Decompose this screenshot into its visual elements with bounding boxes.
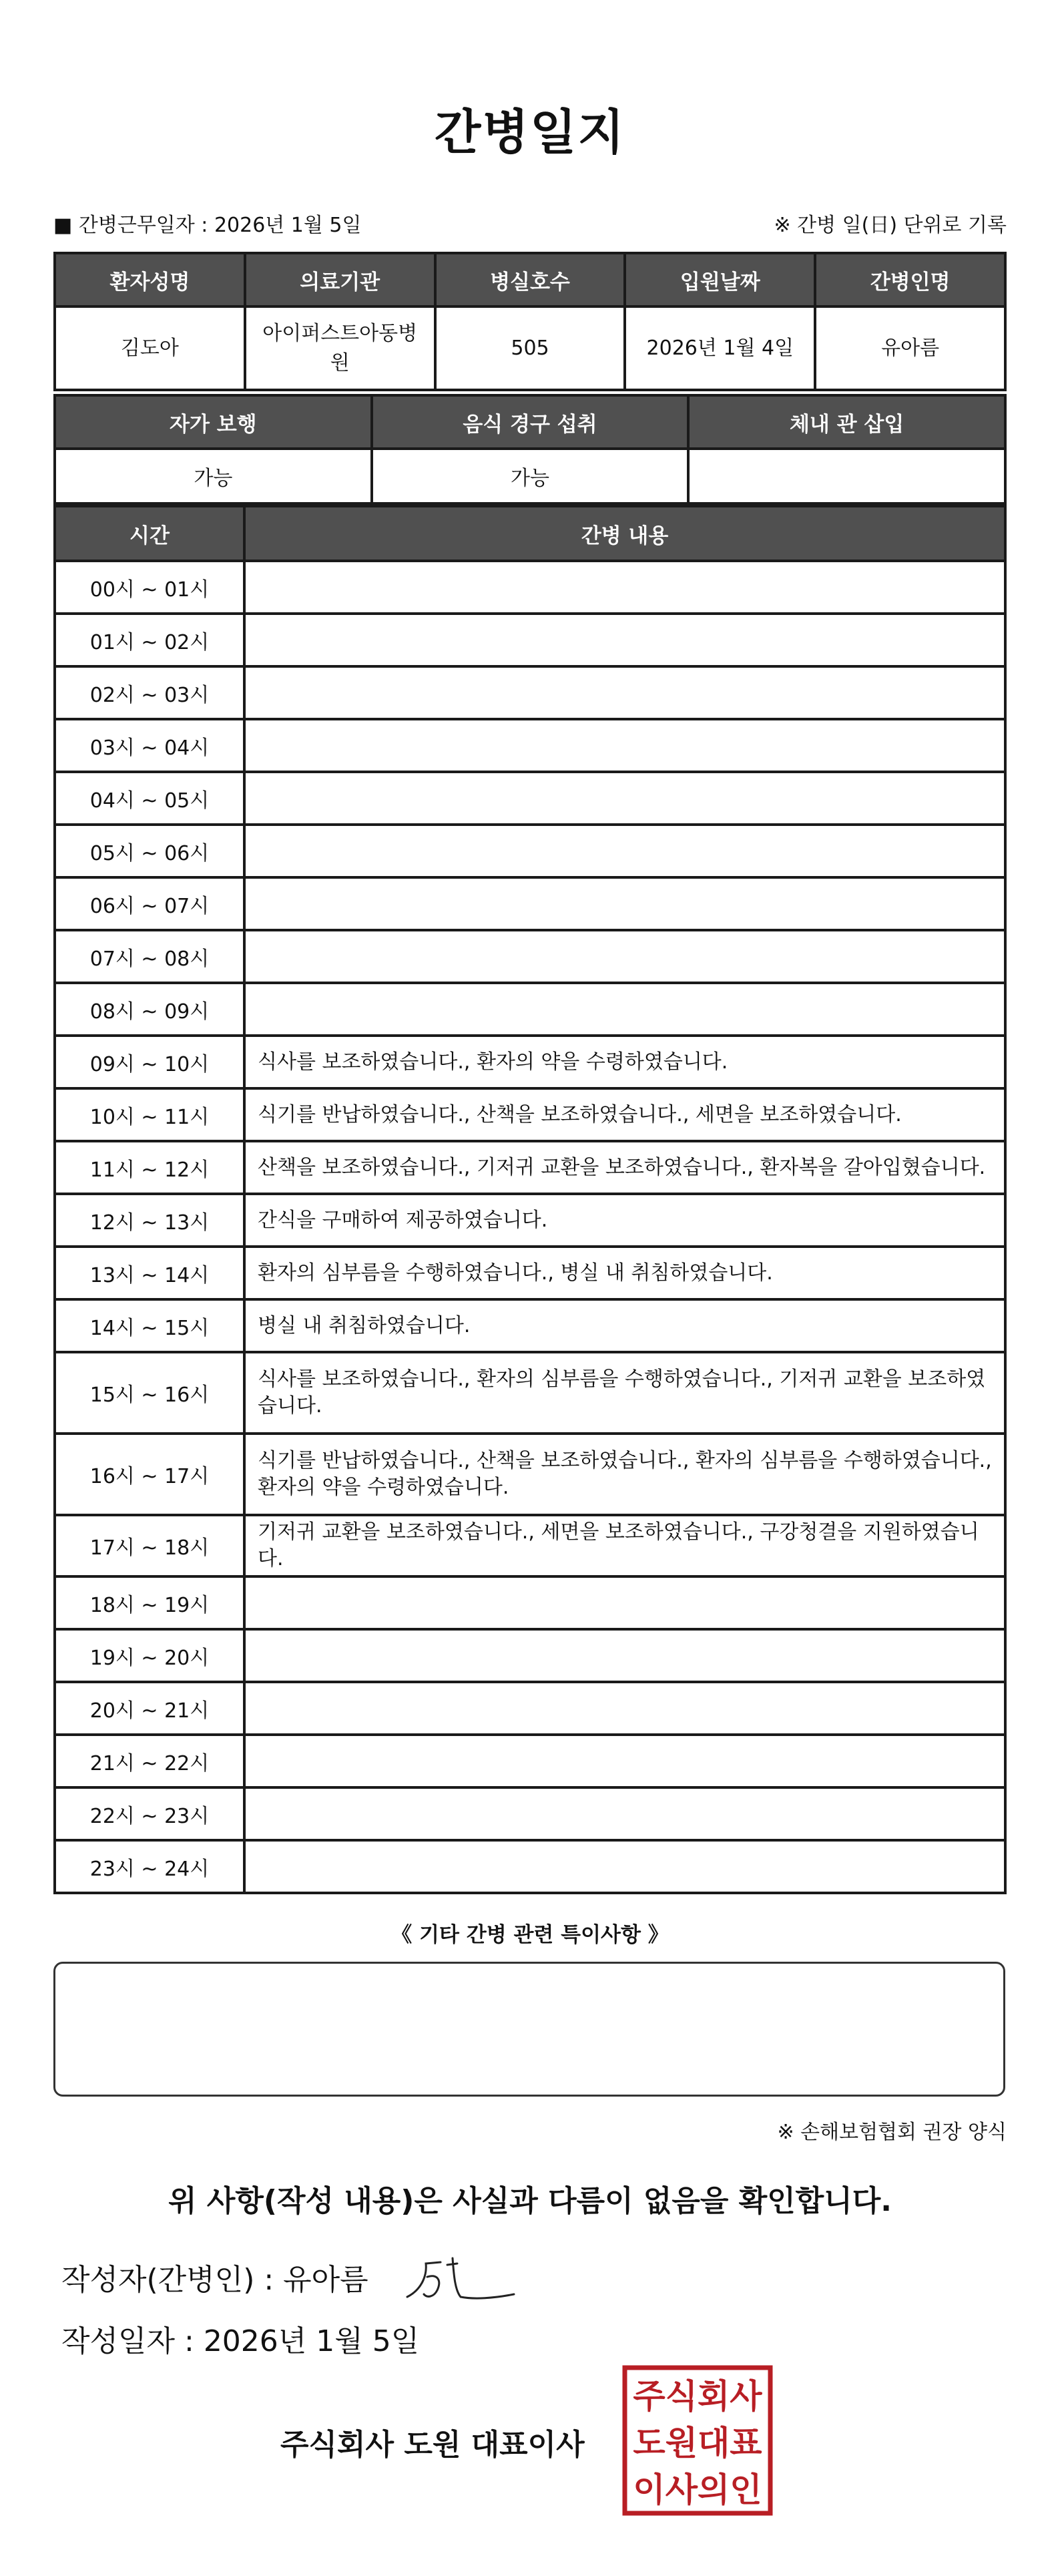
notes-heading: 《 기타 간병 관련 특이사항 》 [391, 1923, 669, 1947]
notes-box [53, 1962, 1005, 2097]
log-row [55, 666, 1005, 719]
log-content [244, 1682, 1005, 1735]
seal-line-2: 도원대표 [633, 2424, 762, 2462]
caregiver-name: 유아름 [815, 306, 1005, 390]
log-row [55, 1576, 1005, 1629]
log-content: 식사를 보조하였습니다., 환자의 심부름을 수행하였습니다., 기저귀 교환을 보조하였습니다. [244, 1352, 1005, 1434]
log-content: 기저귀 교환을 보조하였습니다., 세면을 보조하였습니다., 구강청결을 지원하였습니다. [244, 1515, 1005, 1576]
log-time: 22시 ~ 23시 [55, 1787, 244, 1840]
log-content: 식사를 보조하였습니다., 환자의 약을 수령하였습니다. [244, 1036, 1005, 1088]
log-content: 환자의 심부름을 수행하였습니다., 병실 내 취침하였습니다. [244, 1247, 1005, 1299]
log-time: 09시 ~ 10시 [55, 1036, 244, 1088]
header-caregiver: 간병인명 [815, 253, 1005, 306]
log-content: 식기를 반납하였습니다., 산책을 보조하였습니다., 환자의 심부름을 수행하였습니다., 환자의 약을 수령하였습니다. [244, 1434, 1005, 1515]
log-content [244, 561, 1005, 614]
log-content: 병실 내 취침하였습니다. [244, 1299, 1005, 1352]
log-row [55, 1299, 1005, 1352]
company-seal [621, 2364, 774, 2517]
log-content [244, 1629, 1005, 1682]
log-time: 00시 ~ 01시 [55, 561, 244, 614]
log-content [244, 983, 1005, 1036]
log-row [55, 1194, 1005, 1247]
date-line: 작성일자 : 2026년 1월 5일 [61, 2324, 420, 2358]
hospital-name: 아이퍼스트아동병원 [245, 306, 435, 390]
header-walking: 자가 보행 [55, 395, 372, 449]
confirmation-statement: 위 사항(작성 내용)은 사실과 다름이 없음을 확인합니다. [168, 2184, 892, 2218]
log-time: 15시 ~ 16시 [55, 1352, 244, 1434]
oral-intake-status: 가능 [372, 449, 689, 503]
writer-line: 작성자(간병인) : 유아름 [61, 2263, 368, 2297]
work-date: ■ 간병근무일자 : 2026년 1월 5일 [53, 214, 362, 237]
patient-info-table [53, 252, 1007, 391]
log-row [55, 1352, 1005, 1434]
room-number: 505 [435, 306, 625, 390]
log-time: 06시 ~ 07시 [55, 877, 244, 930]
log-content [244, 719, 1005, 772]
unit-note: ※ 간병 일(日) 단위로 기록 [774, 214, 1007, 237]
patient-status-table [53, 394, 1007, 505]
admission-date: 2026년 1월 4일 [625, 306, 815, 390]
log-row [55, 930, 1005, 983]
log-time: 21시 ~ 22시 [55, 1735, 244, 1787]
log-content [244, 1787, 1005, 1840]
log-row [55, 1682, 1005, 1735]
seal-line-3: 이사의인 [633, 2471, 762, 2509]
log-row [55, 1515, 1005, 1576]
log-content [244, 772, 1005, 825]
log-content: 간식을 구매하여 제공하였습니다. [244, 1194, 1005, 1247]
log-row [55, 825, 1005, 877]
header-hospital: 의료기관 [245, 253, 435, 306]
tube-status [688, 449, 1005, 503]
log-row [55, 1434, 1005, 1515]
header-care-content: 간병 내용 [244, 506, 1005, 561]
log-row [55, 772, 1005, 825]
log-time: 12시 ~ 13시 [55, 1194, 244, 1247]
log-content [244, 666, 1005, 719]
seal-line-1: 주식회사 [633, 2377, 762, 2416]
log-row [55, 1088, 1005, 1141]
patient-name: 김도아 [55, 306, 245, 390]
log-time: 10시 ~ 11시 [55, 1088, 244, 1141]
header-oral-intake: 음식 경구 섭취 [372, 395, 689, 449]
log-time: 11시 ~ 12시 [55, 1141, 244, 1194]
care-log-table [53, 505, 1007, 1894]
log-content: 산책을 보조하였습니다., 기저귀 교환을 보조하였습니다., 환자복을 갈아입혔습니다. [244, 1141, 1005, 1194]
log-content: 식기를 반납하였습니다., 산책을 보조하였습니다., 세면을 보조하였습니다. [244, 1088, 1005, 1141]
log-time: 14시 ~ 15시 [55, 1299, 244, 1352]
log-content [244, 1735, 1005, 1787]
log-row [55, 1840, 1005, 1893]
log-time: 03시 ~ 04시 [55, 719, 244, 772]
log-row [55, 983, 1005, 1036]
log-row [55, 561, 1005, 614]
log-content [244, 877, 1005, 930]
log-row [55, 1787, 1005, 1840]
log-row [55, 877, 1005, 930]
log-time: 02시 ~ 03시 [55, 666, 244, 719]
header-admission-date: 입원날짜 [625, 253, 815, 306]
log-time: 13시 ~ 14시 [55, 1247, 244, 1299]
log-time: 08시 ~ 09시 [55, 983, 244, 1036]
log-content [244, 930, 1005, 983]
header-patient-name: 환자성명 [55, 253, 245, 306]
log-row [55, 1629, 1005, 1682]
log-row [55, 614, 1005, 666]
log-time: 04시 ~ 05시 [55, 772, 244, 825]
log-time: 16시 ~ 17시 [55, 1434, 244, 1515]
company-signatory: 주식회사 도원 대표이사 [280, 2428, 585, 2462]
log-row [55, 719, 1005, 772]
log-row [55, 1247, 1005, 1299]
source-note: ※ 손해보험협회 권장 양식 [777, 2121, 1007, 2144]
log-row [55, 1036, 1005, 1088]
log-row [55, 1141, 1005, 1194]
log-content [244, 825, 1005, 877]
log-time: 23시 ~ 24시 [55, 1840, 244, 1893]
log-time: 19시 ~ 20시 [55, 1629, 244, 1682]
log-time: 17시 ~ 18시 [55, 1515, 244, 1576]
log-content [244, 1840, 1005, 1893]
walking-status: 가능 [55, 449, 372, 503]
log-time: 05시 ~ 06시 [55, 825, 244, 877]
header-time: 시간 [55, 506, 244, 561]
log-time: 01시 ~ 02시 [55, 614, 244, 666]
header-tube: 체내 관 삽입 [688, 395, 1005, 449]
log-time: 18시 ~ 19시 [55, 1576, 244, 1629]
handwritten-signature [401, 2250, 521, 2304]
log-content [244, 614, 1005, 666]
header-room: 병실호수 [435, 253, 625, 306]
log-row [55, 1735, 1005, 1787]
log-time: 20시 ~ 21시 [55, 1682, 244, 1735]
log-content [244, 1576, 1005, 1629]
log-time: 07시 ~ 08시 [55, 930, 244, 983]
page-title: 간병일지 [434, 104, 626, 160]
